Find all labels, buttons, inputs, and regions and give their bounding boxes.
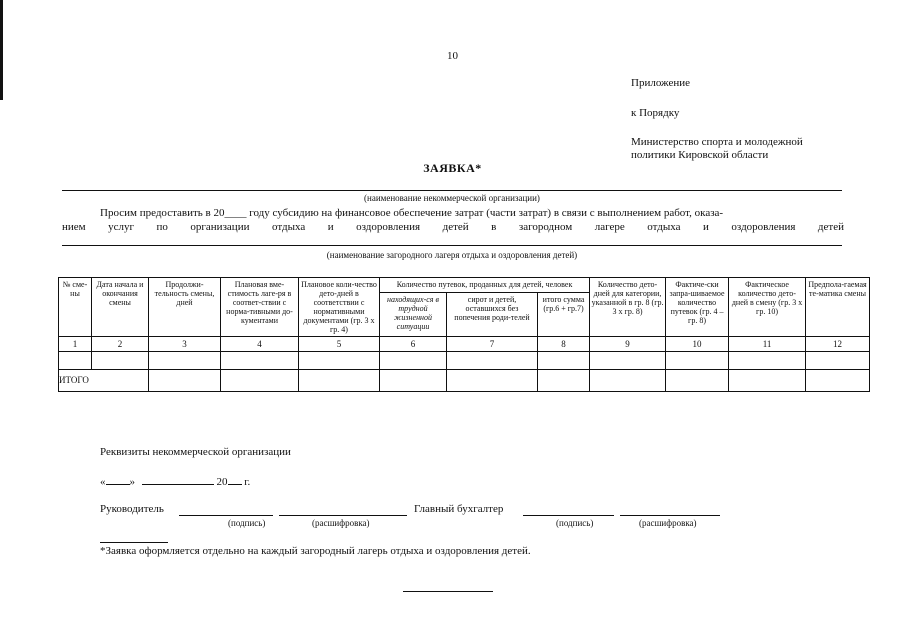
column-number: 7 [447, 337, 538, 352]
table-header-row [59, 278, 870, 293]
request-word: и [327, 221, 334, 233]
accountant-label: Главный бухгалтер [414, 503, 504, 515]
column-number: 4 [221, 337, 299, 352]
table-cell [221, 352, 299, 370]
column-number-row [59, 337, 870, 352]
subheader-orphans: сирот и детей, оставшихся без попечения роди-телей [447, 293, 538, 337]
table-cell [590, 370, 666, 392]
request-word: организации [190, 221, 250, 233]
date-line [100, 476, 250, 488]
request-word: лагере [594, 221, 625, 233]
page-number: 10 [447, 50, 458, 62]
accountant-signature-line [523, 515, 614, 516]
document-title: ЗАЯВКА* [423, 161, 482, 175]
quote-open: « [100, 476, 106, 488]
table-cell [806, 352, 870, 370]
request-word: детей [817, 221, 844, 233]
total-label: ИТОГО [59, 370, 149, 392]
footnote: *Заявка оформляется отдельно на каждый загородный лагерь отдыха и оздоровления детей. [100, 545, 531, 557]
day-blank [106, 484, 130, 485]
head-decoding-caption: (расшифровка) [312, 518, 370, 528]
request-word: детей [442, 221, 469, 233]
table-cell [666, 352, 729, 370]
camp-name-caption: (наименование загородного лагеря отдыха и оздоровления детей) [326, 250, 578, 260]
request-table [58, 277, 870, 392]
head-signature-caption: (подпись) [228, 518, 266, 528]
year-suffix: г. [244, 476, 251, 488]
column-number: 11 [729, 337, 806, 352]
request-word: нием [62, 221, 86, 233]
head-label: Руководитель [100, 503, 164, 515]
table-cell [590, 352, 666, 370]
header-child-days-category: Количество дето-дней для категории, указанной в гр. 8 (гр. 3 х гр. 8) [590, 278, 666, 337]
request-word: и [703, 221, 709, 233]
head-decoding-line [279, 515, 407, 516]
table-cell [380, 370, 447, 392]
table-cell [538, 370, 590, 392]
header-shift-number: № сме-ны [59, 278, 92, 337]
head-signature-line [179, 515, 273, 516]
request-line1: Просим предоставить в 20____ году субсидию на финансовое обеспечение затрат (части затрат) в связи с выполнением работ, оказа- [100, 207, 724, 219]
table-row [59, 352, 870, 370]
table-cell [538, 352, 590, 370]
appendix-line3: Министерство спорта и молодежной [631, 136, 803, 148]
year-prefix: 20 [216, 476, 228, 488]
header-planned-capacity: Плановая вме-стимость лаге-ря в соответ-ствии с норма-тивными до-кументами [221, 278, 299, 337]
column-number: 8 [538, 337, 590, 352]
table-cell [729, 352, 806, 370]
appendix-line2: к Порядку [631, 107, 680, 119]
appendix-line4: политики Кировской области [631, 149, 769, 161]
subheader-difficult-situation: находящих-ся в трудной жизненной ситуации [380, 293, 447, 337]
table-cell [149, 352, 221, 370]
header-requested-vouchers: Фактиче-ски запра-шиваемое количество путевок (гр. 4 – гр. 8) [666, 278, 729, 337]
header-shift-theme: Предпола-гаемая те-матика смены [806, 278, 870, 337]
requisites-label: Реквизиты некоммерческой организации [100, 446, 291, 458]
request-word: по [156, 221, 168, 233]
month-blank [142, 484, 214, 485]
table-cell [299, 352, 380, 370]
header-actual-child-days: Фактическое количество дето-дней в смену (гр. 3 х гр. 10) [729, 278, 806, 337]
request-word: оздоровления [356, 221, 421, 233]
table-total-row [59, 370, 870, 392]
table-cell [92, 352, 149, 370]
table-cell [149, 370, 221, 392]
column-number: 2 [92, 337, 149, 352]
accountant-decoding-caption: (расшифровка) [639, 518, 697, 528]
accountant-decoding-line [620, 515, 720, 516]
table-cell [666, 370, 729, 392]
column-number: 9 [590, 337, 666, 352]
year-blank [228, 484, 242, 485]
column-number: 5 [299, 337, 380, 352]
request-word: в [491, 221, 497, 233]
table-cell [299, 370, 380, 392]
org-name-line [62, 190, 842, 191]
column-number: 3 [149, 337, 221, 352]
request-line2 [62, 221, 844, 233]
table-cell [447, 370, 538, 392]
column-number: 1 [59, 337, 92, 352]
header-shift-duration: Продолжи-тельность смены, дней [149, 278, 221, 337]
table-cell [806, 370, 870, 392]
header-shift-dates: Дата начала и окончания смены [92, 278, 149, 337]
header-vouchers-sold: Количество путевок, проданных для детей, человек [380, 278, 590, 293]
request-word: услуг [108, 221, 135, 233]
column-number: 10 [666, 337, 729, 352]
request-word: загородном [518, 221, 573, 233]
footnote-separator [100, 542, 168, 543]
end-rule [403, 591, 493, 592]
column-number: 12 [806, 337, 870, 352]
table-cell [447, 352, 538, 370]
column-number: 6 [380, 337, 447, 352]
table-cell [221, 370, 299, 392]
accountant-signature-caption: (подпись) [556, 518, 594, 528]
table-cell [380, 352, 447, 370]
request-word: оздоровления [731, 221, 796, 233]
appendix-line1: Приложение [631, 77, 691, 89]
header-planned-child-days: Плановое коли-чество дето-дней в соответствии с нормативными документами (гр. 3 х гр. 4) [299, 278, 380, 337]
table-cell [729, 370, 806, 392]
subheader-total-sum: итого сумма (гр.6 + гр.7) [538, 293, 590, 337]
request-word: отдыха [271, 221, 306, 233]
quote-close: » [129, 476, 135, 488]
org-name-caption: (наименование некоммерческой организации) [364, 193, 540, 203]
table-cell [59, 352, 92, 370]
camp-name-line [62, 245, 842, 246]
request-word: отдыха [647, 221, 681, 233]
